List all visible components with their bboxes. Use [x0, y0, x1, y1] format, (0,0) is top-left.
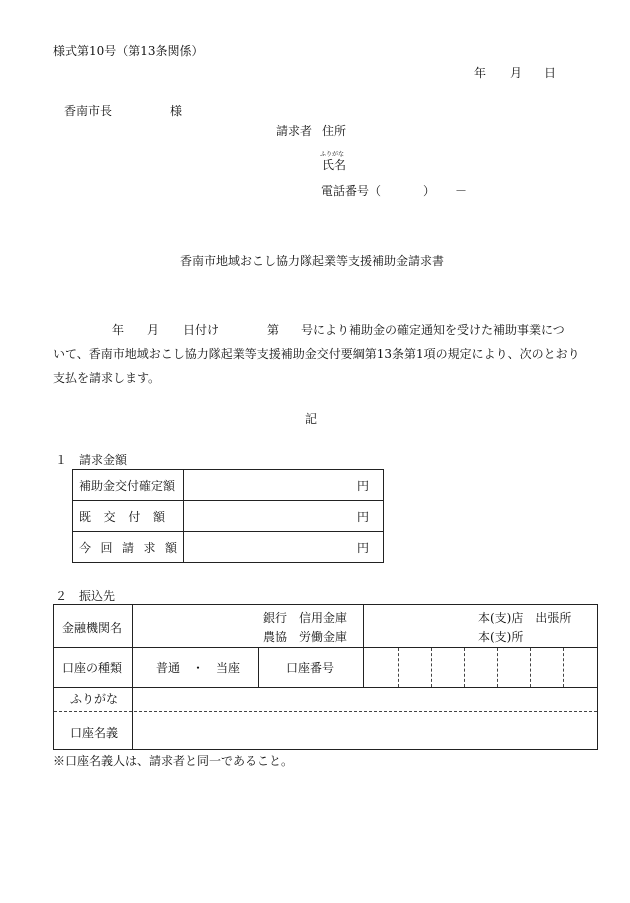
date-day-label: 日 [544, 66, 557, 80]
date-month-label: 月 [510, 66, 523, 80]
body-line2: いて、香南市地域おこし協力隊起業等支援補助金交付要綱第13条第1項の規定により、次のとおり [53, 347, 580, 361]
holder-note: ※口座名義人は、請求者と同一であること。 [53, 754, 294, 768]
document-title: 香南市地域おこし協力隊起業等支援補助金請求書 [180, 254, 445, 268]
branch-type-line1: 本(支)店 出張所 [478, 611, 572, 625]
name-label: 氏名 [322, 158, 347, 172]
account-number-label: 口座番号 [286, 661, 335, 675]
form-number: 様式第10号（第13条関係） [53, 44, 204, 58]
addressee-honorific: 様 [170, 104, 183, 118]
section2-heading: ２ 振込先 [55, 589, 116, 603]
yen-unit: 円 [356, 478, 369, 493]
bank-type-line1: 銀行 信用金庫 [263, 611, 348, 625]
table-row [73, 501, 384, 532]
body-month: 月 [147, 323, 160, 337]
body-day: 日付け [183, 323, 220, 337]
already-paid-label: 既 交 付 額 [79, 509, 165, 524]
ki-marker: 記 [305, 412, 318, 426]
phone-dash: － [455, 184, 468, 198]
bank-transfer-table [53, 604, 598, 750]
table-row [73, 532, 384, 563]
claim-amount-table [72, 469, 384, 563]
account-holder-label: 口座名義 [70, 726, 119, 740]
table-row [73, 470, 384, 501]
body-dai: 第 [267, 323, 280, 337]
account-type-options[interactable]: 普通 ・ 当座 [156, 661, 241, 675]
addressee-name: 香南市長 [64, 104, 113, 118]
current-claim-value[interactable] [184, 532, 384, 563]
phone-close-paren: ） [423, 184, 436, 198]
address-label: 住所 [322, 124, 347, 138]
confirmed-amount-label: 補助金交付確定額 [79, 478, 176, 493]
yen-unit: 円 [356, 540, 369, 555]
current-claim-label: 今 回 請 求 額 [79, 540, 177, 555]
yen-unit: 円 [356, 509, 369, 524]
name-furigana: ふりがな [320, 151, 345, 158]
confirmed-amount-value[interactable] [184, 470, 384, 501]
requester-label: 請求者 [276, 124, 313, 138]
body-line1-rest: 号により補助金の確定通知を受けた補助事業につ [301, 323, 565, 337]
phone-label: 電話番号（ [321, 184, 382, 198]
body-year: 年 [112, 323, 125, 337]
body-line3: 支払を請求します。 [53, 371, 161, 385]
account-type-label: 口座の種類 [62, 661, 123, 675]
furigana-label: ふりがな [70, 692, 119, 706]
section1-heading: １ 請求金額 [55, 453, 128, 467]
already-paid-value[interactable] [184, 501, 384, 532]
bank-type-line2: 農協 労働金庫 [263, 630, 348, 644]
bank-name-label: 金融機関名 [62, 621, 123, 635]
date-year-label: 年 [474, 66, 487, 80]
branch-type-line2: 本(支)所 [478, 630, 524, 644]
